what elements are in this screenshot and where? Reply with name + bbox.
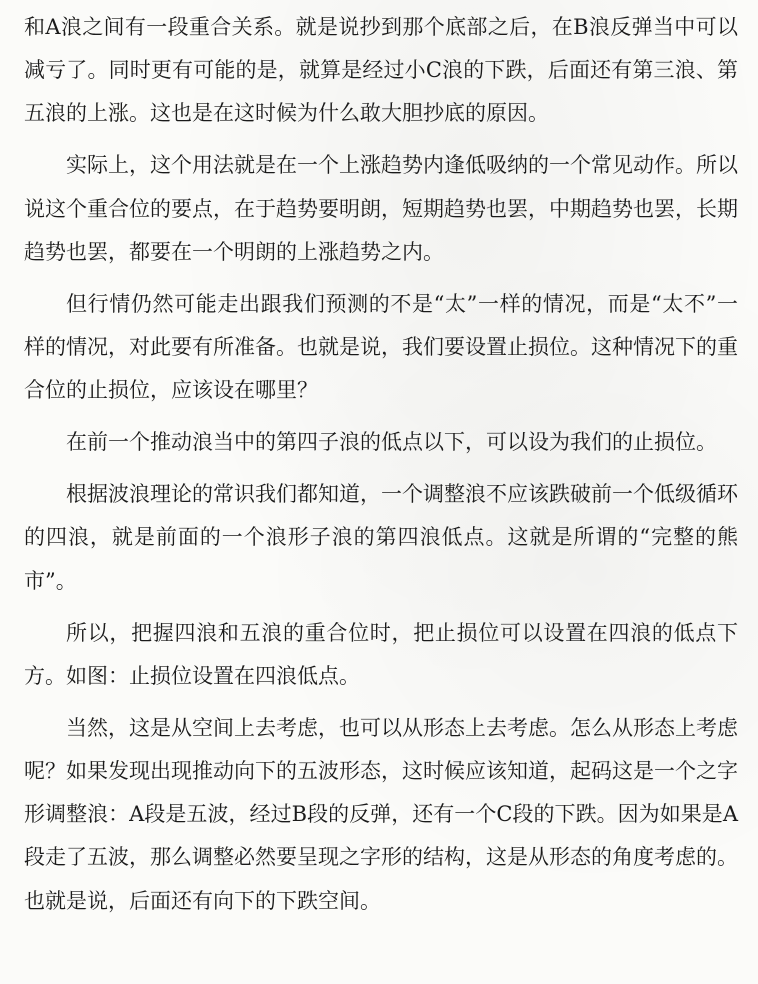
body-text — [24, 6, 738, 923]
paragraph-stop-loss-answer: 在前一个推动浪当中的第四子浪的低点以下，可以设为我们的止损位。 — [66, 430, 717, 455]
paragraph-continuation: 和A浪之间有一段重合关系。就是说抄到那个底部之后，在B浪反弹当中可以减亏了。同时更有可能的是，就算是经过小C浪的下跌，后面还有第三浪、第五浪的上涨。这也是在这时候为什么敢大胆抄底的原因。 — [24, 15, 738, 126]
paragraph-stop-loss-question: 但行情仍然可能走出跟我们预测的不是“太”一样的情况，而是“太不”一样的情况，对此要有所准备。也就是说，我们要设置止损位。这种情况下的重合位的止损位，应该设在哪里？ — [24, 291, 738, 403]
paragraph-pattern-view: 当然，这是从空间上去考虑，也可以从形态上去考虑。怎么从形态上考虑呢？如果发现出现推动向下的五波形态，这时候应该知道，起码这是一个之字形调整浪：A段是五波，经过B段的反弹，还有一个C段的下跌。因为如果是A段走了五波，那么调整必然要呈现之字形的结构，这是从形态的角度考虑的。也就是说，后面还有向下的下跌空间。 — [24, 715, 738, 913]
paragraph-overlap-stop: 所以，把握四浪和五浪的重合位时，把止损位可以设置在四浪的低点下方。如图：止损位设置在四浪低点。 — [24, 620, 738, 688]
paragraph-wave-theory: 根据波浪理论的常识我们都知道，一个调整浪不应该跌破前一个低级循环的四浪，就是前面的一个浪形子浪的第四浪低点。这就是所谓的“完整的熊市”。 — [24, 482, 738, 593]
paragraph-uptrend-usage: 实际上，这个用法就是在一个上涨趋势内逢低吸纳的一个常见动作。所以说这个重合位的要点，在于趋势要明朗，短期趋势也罢，中期趋势也罢，长期趋势也罢，都要在一个明朗的上涨趋势之内。 — [24, 153, 738, 264]
